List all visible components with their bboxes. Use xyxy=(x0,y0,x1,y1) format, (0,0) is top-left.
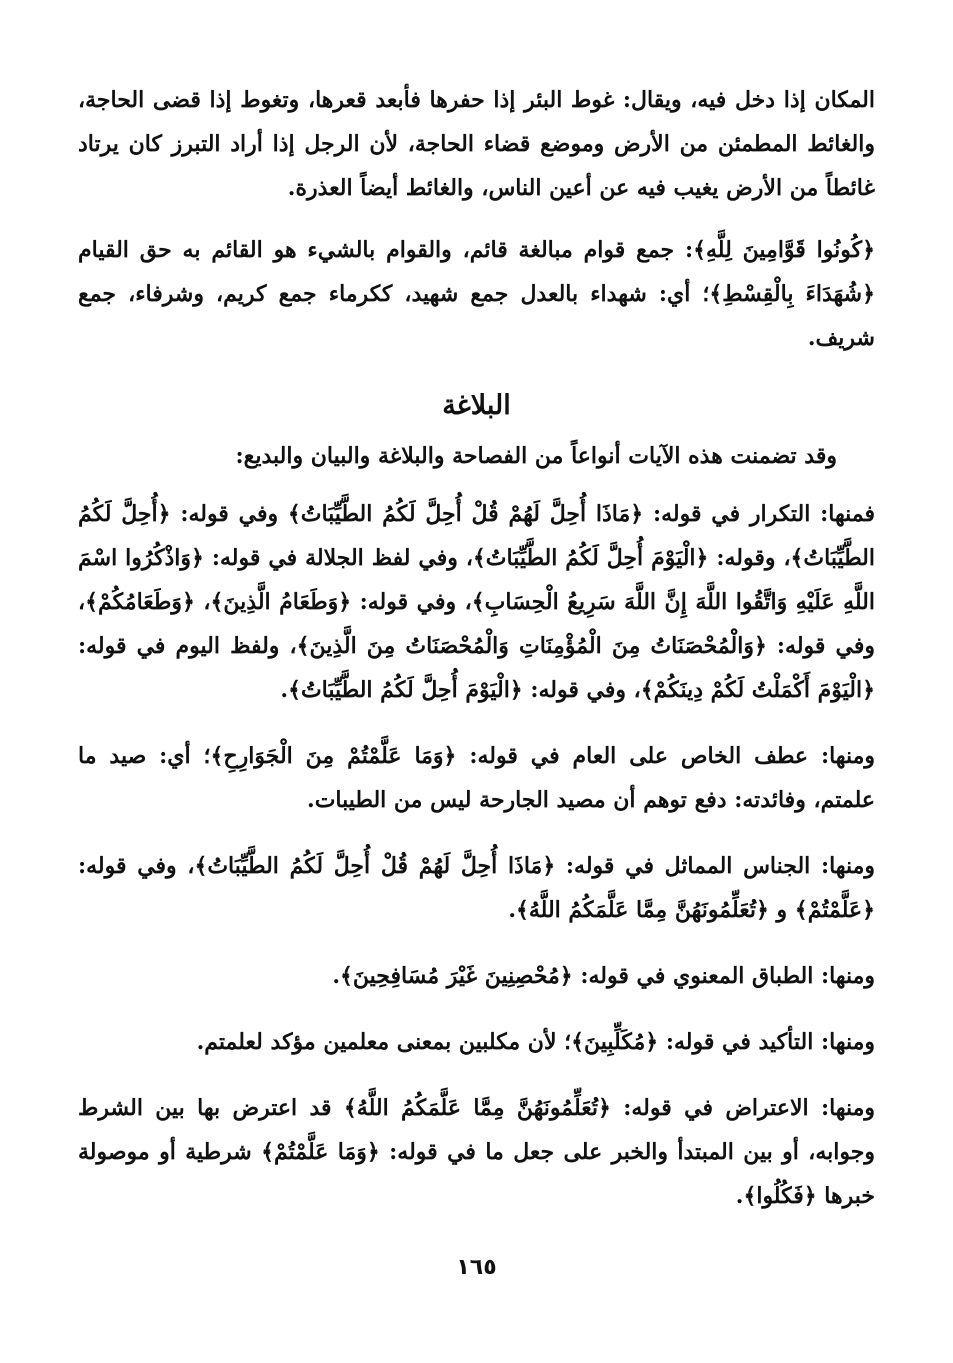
item-lead: ومنها: xyxy=(820,963,875,989)
item-lead: ومنها: xyxy=(820,1029,875,1055)
item-text: التكرار في قوله: ﴿مَاذَا أُحِلَّ لَهُمْ قُلْ أُحِلَّ لَكُمُ الطَّيِّبَاتُ﴾ وفي قوله: ﴿أُحِلَّ لَكُمُ الطَّيِّبَاتُ﴾، وقوله: ﴿الْيَوْمَ أُحِلَّ لَكُمُ الطَّيِّبَاتُ﴾، وفي لفظ الجلالة في قوله: ﴿وَاذْكُرُوا اسْمَ اللَّهِ عَلَيْهِ وَاتَّقُوا اللَّهَ إِنَّ اللَّهَ سَرِيعُ الْحِسَابِ﴾، وفي قوله: ﴿وَطَعَامُ الَّذِينَ﴾، ﴿وَطَعَامُكُمْ﴾، وفي قوله: ﴿وَالْمُحْصَنَاتُ مِنَ الْمُؤْمِنَاتِ وَالْمُحْصَنَاتُ مِنَ الَّذِينَ﴾، ولفظ اليوم في قوله: ﴿الْيَوْمَ أَكْمَلْتُ لَكُمْ دِينَكُمْ﴾، وفي قوله: ﴿الْيَوْمَ أُحِلَّ لَكُمُ الطَّيِّبَاتُ﴾. xyxy=(78,501,875,703)
section-intro: وقد تضمنت هذه الآيات أنواعاً من الفصاحة والبلاغة والبيان والبديع: xyxy=(235,443,837,469)
rhetoric-item-2 xyxy=(78,734,875,822)
item-lead: ومنها: xyxy=(820,853,875,879)
rhetoric-item-5 xyxy=(78,1020,875,1064)
rhetoric-item-1 xyxy=(78,492,875,712)
item-text: الجناس المماثل في قوله: ﴿مَاذَا أُحِلَّ لَهُمْ قُلْ أُحِلَّ لَكُمُ الطَّيِّبَاتُ﴾، وفي قوله: ﴿عَلَّمْتُمْ﴾ و ﴿تُعَلِّمُونَهُنَّ مِمَّا عَلَّمَكُمُ اللَّهُ﴾. xyxy=(78,853,875,923)
page-number: ١٦٥ xyxy=(456,1255,497,1280)
rhetoric-item-4 xyxy=(78,954,875,998)
paragraph-2: ﴿كُونُوا قَوَّامِينَ لِلَّهِ﴾: جمع قوام مبالغة قائم، والقوام بالشيء هو القائم به حق القيام ﴿شُهَدَاءَ بِالْقِسْطِ﴾؛ أي: شهداء بالعدل جمع شهيد، ككرماء جمع كريم، وشرفاء، جمع شريف. xyxy=(78,237,875,351)
item-lead: ومنها: xyxy=(820,1095,875,1121)
item-text: التأكيد في قوله: ﴿مُكَلِّبِينَ﴾؛ لأن مكلبين بمعنى معلمين مؤكد لعلمتم. xyxy=(196,1029,821,1055)
paragraph-1: المكان إذا دخل فيه، ويقال: غوط البئر إذا حفرها فأبعد قعرها، وتغوط إذا قضى الحاجة، والغائط المطمئن من الأرض وموضع قضاء الحاجة، لأن الرجل إذا أراد التبرز كان يرتاد غائطاً من الأرض يغيب فيه عن أعين الناس، والغائط أيضاً العذرة. xyxy=(78,87,875,201)
item-text: الاعتراض في قوله: ﴿تُعَلِّمُونَهُنَّ مِمَّا عَلَّمَكُمُ اللَّهُ﴾ قد اعترض بها بين الشرط وجوابه، أو بين المبتدأ والخبر على جعل ما في قوله: ﴿وَمَا عَلَّمْتُمْ﴾ شرطية أو موصولة خبرها ﴿فَكُلُوا﴾. xyxy=(78,1095,875,1209)
item-lead: ومنها: xyxy=(820,743,875,769)
item-text: عطف الخاص على العام في قوله: ﴿وَمَا عَلَّمْتُمْ مِنَ الْجَوَارِحِ﴾؛ أي: صيد ما علمتم، وفائدته: دفع توهم أن مصيد الجارحة ليس من الطيبات. xyxy=(78,743,875,813)
item-lead: فمنها: xyxy=(820,501,875,527)
rhetoric-item-6 xyxy=(78,1086,875,1218)
section-heading: البلاغة xyxy=(442,390,511,421)
item-text: الطباق المعنوي في قوله: ﴿مُحْصِنِينَ غَيْرَ مُسَافِحِينَ﴾. xyxy=(332,963,821,989)
rhetoric-item-3 xyxy=(78,844,875,932)
